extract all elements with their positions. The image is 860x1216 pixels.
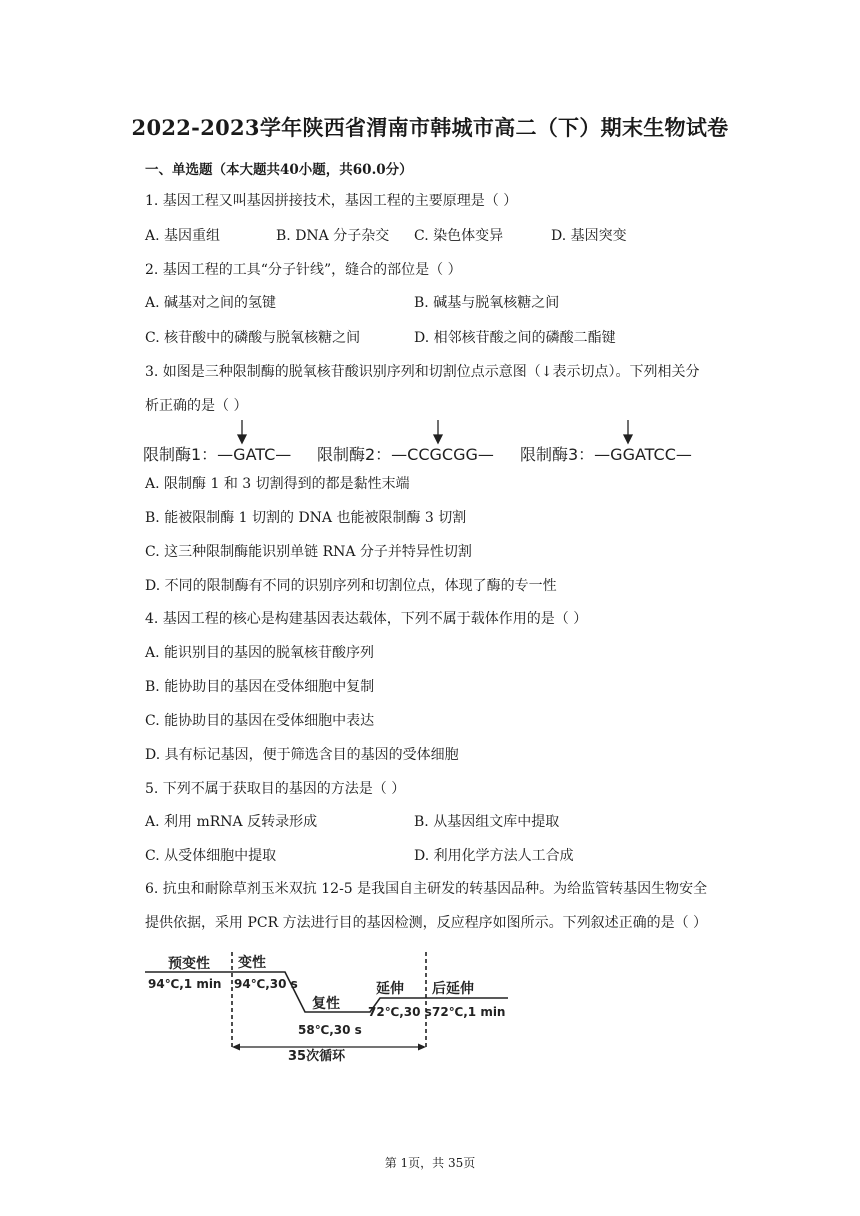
q1-option-a: A. 基因重组: [145, 228, 221, 244]
stage-extend: 延伸: [376, 981, 404, 997]
pcr-temperature-profile: [140, 948, 520, 1066]
condition-final-extend: 72℃,1 min: [432, 1005, 506, 1019]
stage-anneal: 复性: [312, 996, 340, 1012]
q3-option-b: B. 能被限制酶 1 切割的 DNA 也能被限制酶 3 切割: [145, 510, 467, 526]
enzyme-2-label: 限制酶2：—CCGCGG—: [317, 445, 494, 464]
q2-option-a: A. 碱基对之间的氢键: [145, 295, 277, 311]
question-5-stem: 5. 下列不属于获取目的基因的方法是（ ）: [145, 781, 406, 797]
section-heading: 一、单选题（本大题共40小题，共60.0分）: [145, 162, 413, 178]
q4-option-c: C. 能协助目的基因在受体细胞中表达: [145, 713, 375, 729]
question-3-stem-line2: 析正确的是（ ）: [145, 398, 248, 414]
q3-option-d: D. 不同的限制酶有不同的识别序列和切割位点，体现了酶的专一性: [145, 578, 557, 594]
cycle-count: 35次循环: [288, 1049, 346, 1064]
q2-option-b: B. 碱基与脱氧核糖之间: [414, 295, 560, 311]
q5-option-d: D. 利用化学方法人工合成: [414, 848, 574, 864]
q4-option-d: D. 具有标记基因，便于筛选含目的基因的受体细胞: [145, 747, 459, 763]
enzyme-1-label: 限制酶1：—GATC—: [143, 445, 292, 464]
stage-final-extend: 后延伸: [432, 981, 474, 997]
question-4-stem: 4. 基因工程的核心是构建基因表达载体，下列不属于载体作用的是（ ）: [145, 611, 588, 627]
question-3-stem-line1: 3. 如图是三种限制酶的脱氧核苷酸识别序列和切割位点示意图（↓表示切点）。下列相关分: [145, 364, 700, 380]
condition-denature: 94℃,30 s: [234, 977, 298, 991]
page-number: 第 1页，共 35页: [384, 1156, 476, 1170]
q5-option-c: C. 从受体细胞中提取: [145, 848, 277, 864]
q1-option-d: D. 基因突变: [551, 228, 627, 244]
restriction-enzyme-figure: [143, 418, 723, 468]
q2-option-d: D. 相邻核苷酸之间的磷酸二酯键: [414, 330, 616, 346]
question-1-stem: 1. 基因工程又叫基因拼接技术，基因工程的主要原理是（ ）: [145, 193, 518, 209]
question-6-stem-line1: 6. 抗虫和耐除草剂玉米双抗 12-5 是我国自主研发的转基因品种。为给监管转基因生物安全: [145, 881, 708, 897]
q1-option-b: B. DNA 分子杂交: [276, 228, 390, 244]
q5-option-a: A. 利用 mRNA 反转录形成: [145, 814, 318, 830]
q4-option-b: B. 能协助目的基因在受体细胞中复制: [145, 679, 375, 695]
stage-denature: 变性: [238, 955, 266, 971]
q4-option-a: A. 能识别目的基因的脱氧核苷酸序列: [145, 645, 375, 661]
q1-option-c: C. 染色体变异: [414, 228, 504, 244]
page-title: 2022-2023学年陕西省渭南市韩城市高二（下）期末生物试卷: [131, 115, 729, 140]
q3-option-a: A. 限制酶 1 和 3 切割得到的都是黏性末端: [145, 476, 410, 492]
question-2-stem: 2. 基因工程的工具“分子针线”，缝合的部位是（ ）: [145, 262, 462, 278]
condition-predenature: 94℃,1 min: [148, 977, 222, 991]
stage-predenature: 预变性: [168, 956, 210, 972]
question-6-stem-line2: 提供依据，采用 PCR 方法进行目的基因检测，反应程序如图所示。下列叙述正确的是（ ）: [145, 915, 708, 931]
q5-option-b: B. 从基因组文库中提取: [414, 814, 560, 830]
condition-anneal: 58℃,30 s: [298, 1023, 362, 1037]
q2-option-c: C. 核苷酸中的磷酸与脱氧核糖之间: [145, 330, 361, 346]
pcr-program-diagram: [140, 948, 520, 1066]
q3-option-c: C. 这三种限制酶能识别单链 RNA 分子并特异性切割: [145, 544, 472, 560]
enzyme-3-label: 限制酶3：—GGATCC—: [520, 445, 692, 464]
condition-extend: 72℃,30 s: [368, 1005, 432, 1019]
